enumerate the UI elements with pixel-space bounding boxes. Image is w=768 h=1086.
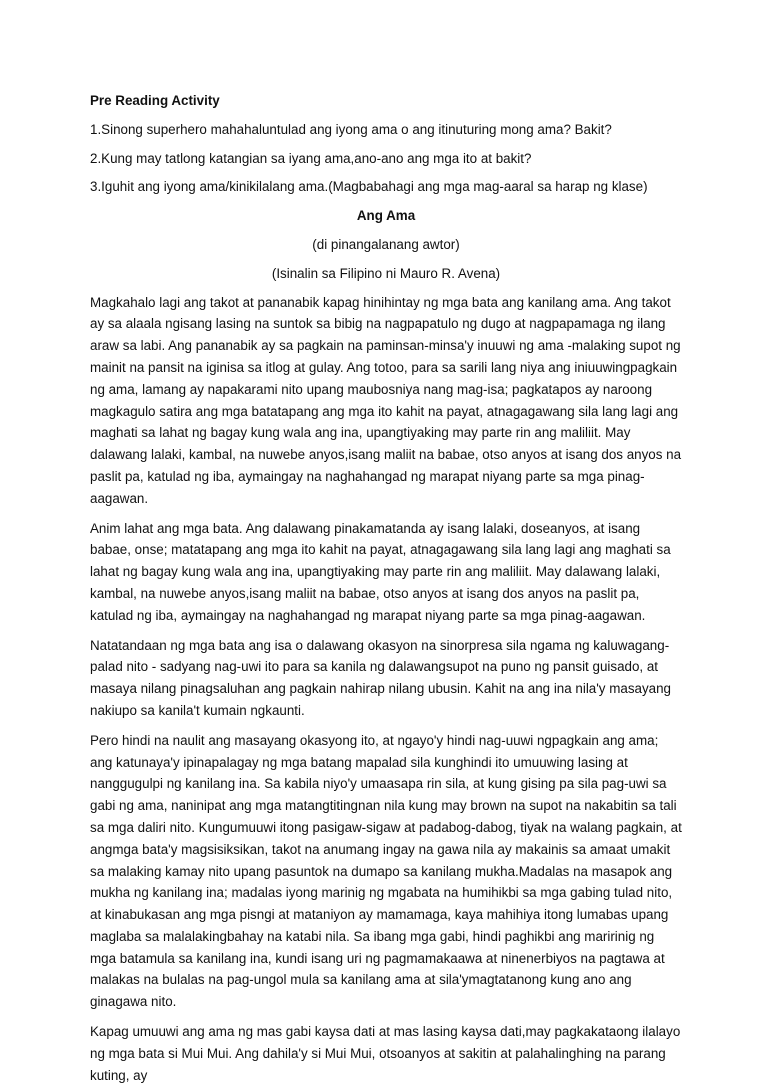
story-paragraph-5: Kapag umuuwi ang ama ng mas gabi kaysa dati at mas lasing kaysa dati,may pagkakataong ilalayo ng mga bata si Mui Mui. Ang dahila'y si Mui Mui, otsoanyos at sakitin at palahalinghing na parang kuting, ay	[90, 1024, 681, 1083]
question-1: 1.Sinong superhero mahahaluntulad ang iyong ama o ang itinuturing mong ama? Bakit?	[90, 121, 612, 137]
story-paragraph-1: Magkahalo lagi ang takot at pananabik kapag hinihintay ng mga bata ang kanilang ama. Ang takot ay sa alaala ngisang lasing na suntok sa bibig na nagpapatulo ng dugo at nagpapamaga ng ilang araw sa labi. Ang pananabik ay sa pagkain na paminsan-minsa'y inuuwi ng ama -malaking supot ng mainit na pansit na iginisa sa itlog at gulay. Ang totoo, para sa sarili lang niya ang iniuuwingpagkain ng ama, lamang ay napakarami nito upang maubosniya nang mag-isa; pagkatapos ay naroong magkagulo satira ang mga batatapang ang mga ito kahit na payat, atnagagawang sila lang lagi ang maghati sa lahat ng bagay kung wala ang ina, upangtiyaking may parte rin ang maliliit. May dalawang lalaki, kambal, na nuwebe anyos,isang maliit na babae, otso anyos at isang dos anyos na paslit pa, katulad ng iba, aymaingay na naghahangad ng marapat niyang parte sa mga pinag-aagawan.	[90, 294, 682, 506]
story-paragraph-4: Pero hindi na naulit ang masayang okasyong ito, at ngayo'y hindi nag-uuwi ngpagkain ang ama; ang katunaya'y ipinapalagay ng mga batang mapalad sila kunghindi ito umuuwing lasing at nanggugulpi ng kanilang ina. Sa kabila niyo'y umaasapa rin sila, at kung gising pa sila pag-uwi sa gabi ng ama, naninipat ang mga matangtitingnan nila kung may brown na supot na nakabitin sa tali sa mga daliri nito. Kungumuuwi itong pasigaw-sigaw at padabog-dabog, tiyak na walang pagkain, at angmga bata'y magsisiksikan, takot na anumang ingay na gawa nila ay makainis sa amaat umakit sa malaking kamay nito upang pasuntok na dumapo sa kanilang mukha.Madalas na masapok ang mukha ng kanilang ina; madalas iyong marinig ng mgabata na humihikbi sa mga gabing tulad nito, at kinabukasan ang mga pisngi at mataniyon ay mamamaga, kaya mahihiya itong lumabas upang maglaba sa malalakingbahay na katabi nila. Sa ibang mga gabi, hindi paghikbi ang maririnig ng mga batamula sa kanilang ina, kundi isang uri ng pagmamakaawa at ninenerbiyos na pagtawa at malakas na bulalas na pag-ungol mula sa kanilang ama at sila'ymagtatanong kung ano ang ginagawa nito.	[90, 732, 682, 1010]
pre-reading-heading: Pre Reading Activity	[90, 93, 220, 108]
question-2: 2.Kung may tatlong katangian sa iyang ama,ano-ano ang mga ito at bakit?	[90, 150, 532, 166]
question-3: 3.Iguhit ang iyong ama/kinikilalang ama.(Magbabahagi ang mga mag-aaral sa harap ng klase)	[90, 179, 648, 195]
story-title: Ang Ama	[356, 208, 416, 224]
story-paragraph-3: Natatandaan ng mga bata ang isa o dalawang okasyon na sinorpresa sila ngama ng kaluwagang-palad nito - sadyang nag-uwi ito para sa kanila ng dalawangsupot na puno ng pansit guisado, at masaya nilang pinagsaluhan ang pagkain nahirap nilang ubusin. Kahit na ang ina nila'y masayang nakiupo sa kanila't kumain ngkaunti.	[90, 637, 672, 718]
translator-note: (Isinalin sa Filipino ni Mauro R. Avena)	[271, 265, 501, 281]
author-note: (di pinangalanang awtor)	[312, 236, 460, 252]
story-paragraph-2: Anim lahat ang mga bata. Ang dalawang pinakamatanda ay isang lalaki, doseanyos, at isang babae, onse; matatapang ang mga ito kahit na payat, atnagagawang sila lang lagi ang maghati sa lahat ng bagay kung wala ang ina, upangtiyaking may parte rin ang maliliit. May dalawang lalaki, kambal, na nuwebe anyos,isang maliit na babae, otso anyos at isang dos anyos na paslit pa, katulad ng iba, aymaingay na naghahangad ng marapat niyang parte sa mga pinag-aagawan.	[90, 520, 671, 623]
